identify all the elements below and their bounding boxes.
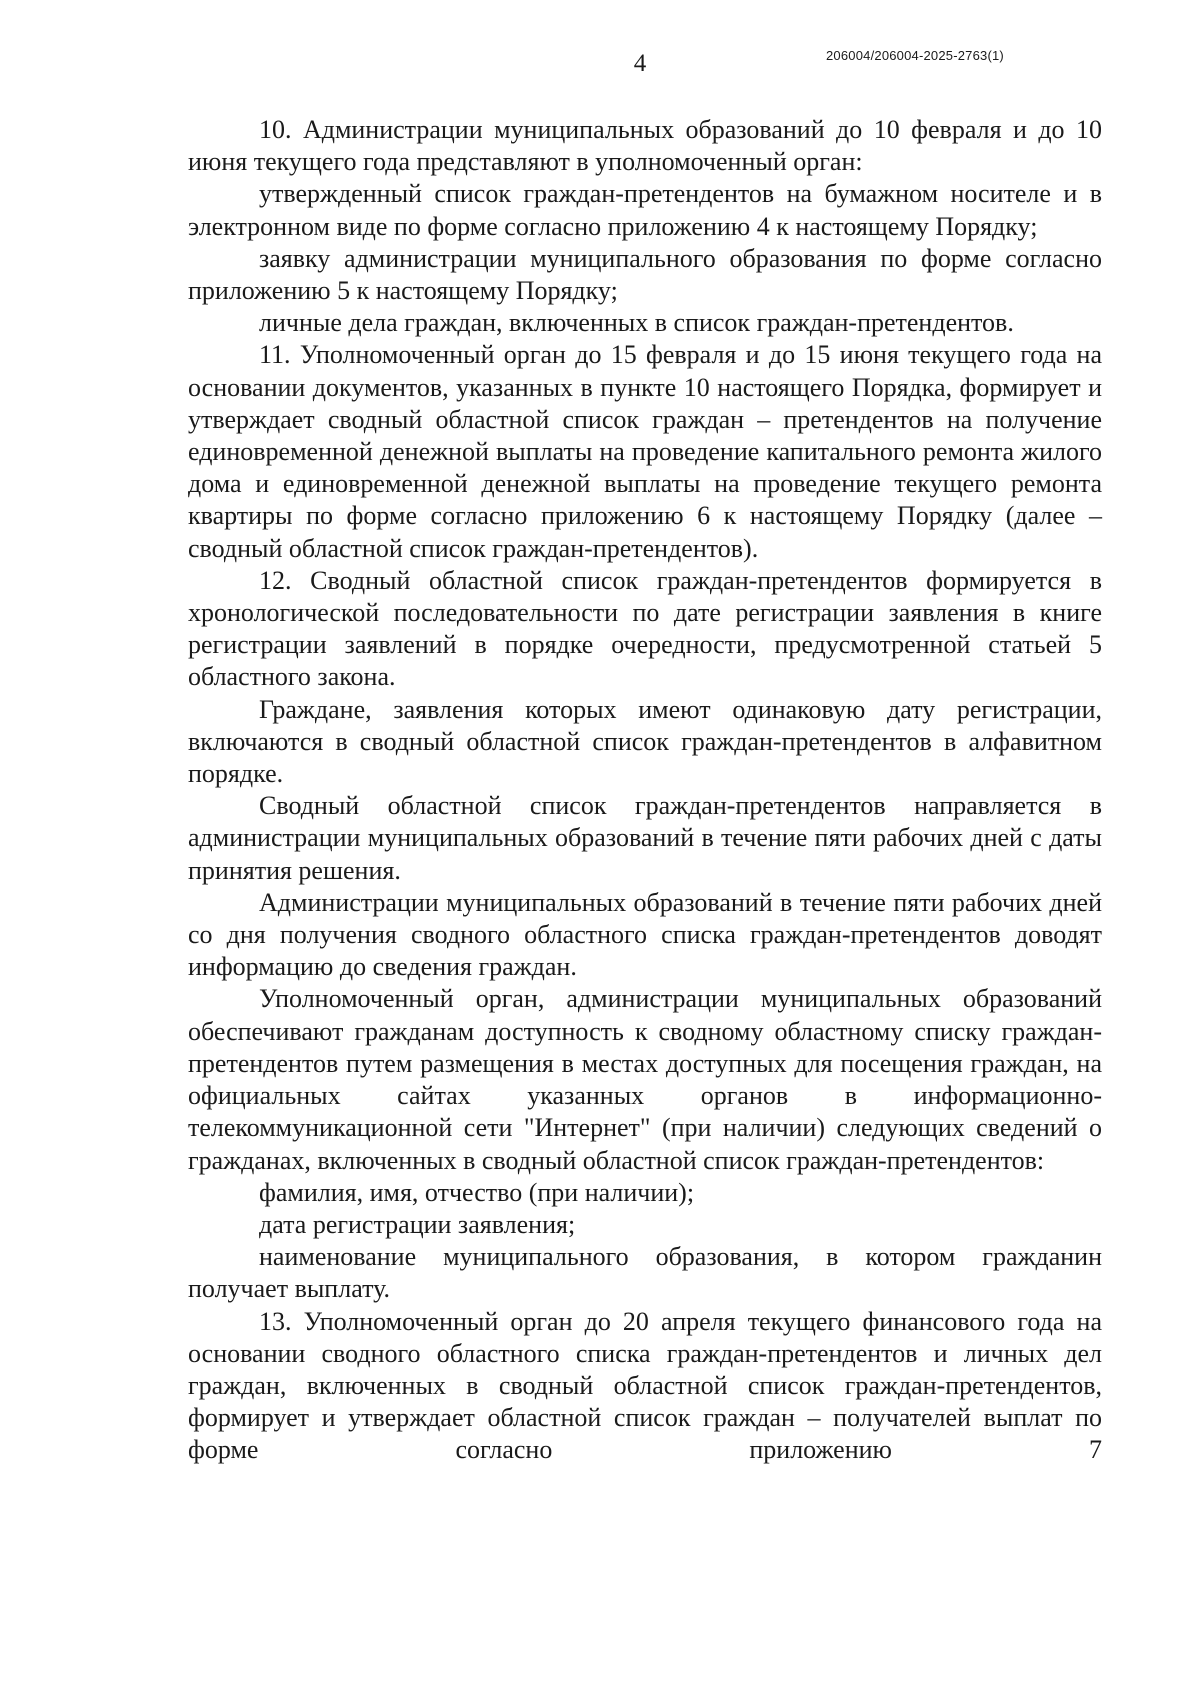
paragraph-12-access: Уполномоченный орган, администрации муниципальных образований обеспечивают гражданам доступность к сводному областному списку граждан-претендентов путем размещения в местах доступных для посещения граждан, на официальных сайтах указанных органов в информационно-телекоммуникационной сети "Интернет" (при наличии) следующих сведений о гражданах, включенных в сводный областной список граждан-претендентов: bbox=[188, 984, 1102, 1175]
paragraph-10-item-list: утвержденный список граждан-претендентов на бумажном носителе и в электронном виде по форме согласно приложению 4 к настоящему Порядку; bbox=[188, 179, 1102, 241]
paragraph-12-item-municipality: наименование муниципального образования, в котором гражданин получает выплату. bbox=[188, 1242, 1102, 1304]
paragraph-12-item-date: дата регистрации заявления; bbox=[259, 1209, 576, 1239]
paragraph-10-item-personal-files: личные дела граждан, включенных в список граждан-претендентов. bbox=[259, 308, 1014, 338]
paragraph-12-informing: Администрации муниципальных образований в течение пяти рабочих дней со дня получения сводного областного списка граждан-претендентов доводят информацию до сведения граждан. bbox=[188, 887, 1102, 982]
document-id: 206004/206004-2025-2763(1) bbox=[826, 48, 1004, 63]
page-number: 4 bbox=[633, 50, 647, 77]
document-body bbox=[188, 114, 1102, 1467]
paragraph-11: 11. Уполномоченный орган до 15 февраля и до 15 июня текущего года на основании документов, указанных в пункте 10 настоящего Порядка, формирует и утверждает сводный областной список граждан – претендентов на получение единовременной денежной выплаты на проведение капитального ремонта жилого дома и единовременной денежной выплаты на проведение текущего ремонта квартиры по форме согласно приложению 6 к настоящему Порядку (далее – сводный областной список граждан-претендентов). bbox=[188, 340, 1102, 563]
paragraph-10-item-application: заявку администрации муниципального образования по форме согласно приложению 5 к настоящему Порядку; bbox=[188, 243, 1102, 306]
paragraph-12-same-date: Граждане, заявления которых имеют одинаковую дату регистрации, включаются в сводный областной список граждан-претендентов в алфавитном порядке. bbox=[188, 694, 1102, 789]
paragraph-12: 12. Сводный областной список граждан-претендентов формируется в хронологической последовательности по дате регистрации заявления в книге регистрации заявлений в порядке очередности, предусмотренной статьей 5 областного закона. bbox=[188, 565, 1102, 692]
paragraph-13: 13. Уполномоченный орган до 20 апреля текущего финансового года на основании сводного областного списка граждан-претендентов и личных дел граждан, включенных в сводный областной список граждан-претендентов, формирует и утверждает областной список граждан – получателей выплат по форме согласно приложению 7 bbox=[188, 1306, 1102, 1465]
paragraph-10: 10. Администрации муниципальных образований до 10 февраля и до 10 июня текущего года представляют в уполномоченный орган: bbox=[188, 115, 1102, 177]
paragraph-12-item-name: фамилия, имя, отчество (при наличии); bbox=[259, 1177, 695, 1207]
paragraph-12-sending: Сводный областной список граждан-претендентов направляется в администрации муниципальных образований в течение пяти рабочих дней с даты принятия решения. bbox=[188, 791, 1102, 885]
